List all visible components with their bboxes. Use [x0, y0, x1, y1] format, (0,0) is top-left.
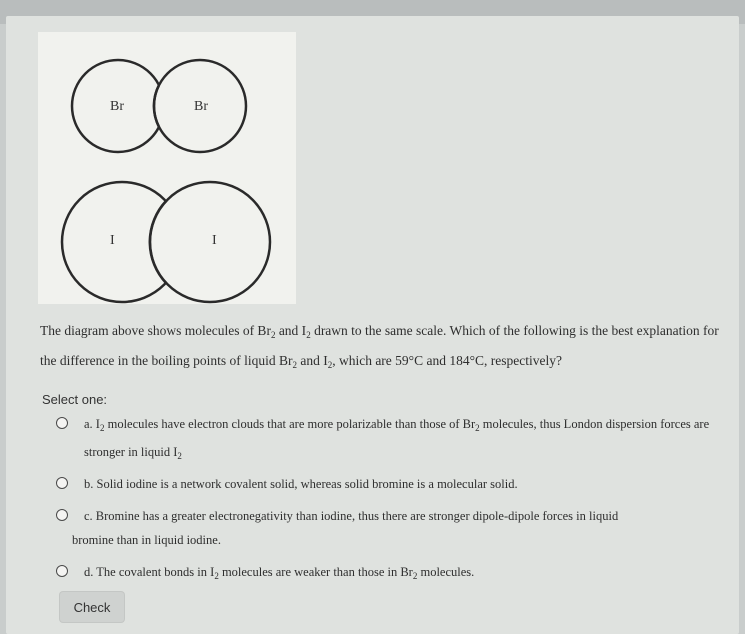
option-c-label: c. Bromine has a greater electronegativity than iodine, thus there are stronger dipole-dipole forces in liquid bromine than in liquid iodine.: [72, 509, 619, 547]
check-button[interactable]: Check: [60, 592, 124, 622]
option-a[interactable]: [56, 412, 720, 468]
i-atom-right: [150, 182, 270, 302]
molecule-diagram: [38, 32, 296, 304]
i-label-left: I: [110, 233, 115, 248]
br-label-right: Br: [194, 99, 208, 114]
radio-d[interactable]: [56, 565, 68, 577]
option-b-label: b. Solid iodine is a network covalent solid, whereas solid bromine is a molecular solid.: [84, 477, 518, 491]
br-label-left: Br: [110, 99, 124, 114]
radio-b[interactable]: [56, 477, 68, 489]
radio-a[interactable]: [56, 417, 68, 429]
radio-c[interactable]: [56, 509, 68, 521]
select-one-label: Select one:: [42, 392, 108, 407]
option-a-label: a. $I_2$ molecules have electron clouds that are more polarizable than those of $Br_2$ molecules, thus London dispersion forces are stronger in liquid $I_2$: [84, 417, 710, 461]
question-text: The diagram above shows molecules of $Br_2$ and $I_2$ drawn to the same scale. Which of the following is the best explanation for the difference in the boiling points of liquid $Br_2$ and $I_2$, which are 59°C and 184°C, respectively?: [40, 323, 719, 370]
option-b[interactable]: [56, 472, 720, 496]
br2-molecule: [72, 60, 246, 152]
i-label-right: I: [212, 233, 217, 248]
option-d-label: d. The covalent bonds in $I_2$ molecules are weaker than those in $Br_2$ molecules.: [84, 565, 475, 581]
option-d[interactable]: [56, 560, 720, 588]
option-c[interactable]: [56, 504, 720, 552]
i2-molecule: [62, 182, 270, 302]
